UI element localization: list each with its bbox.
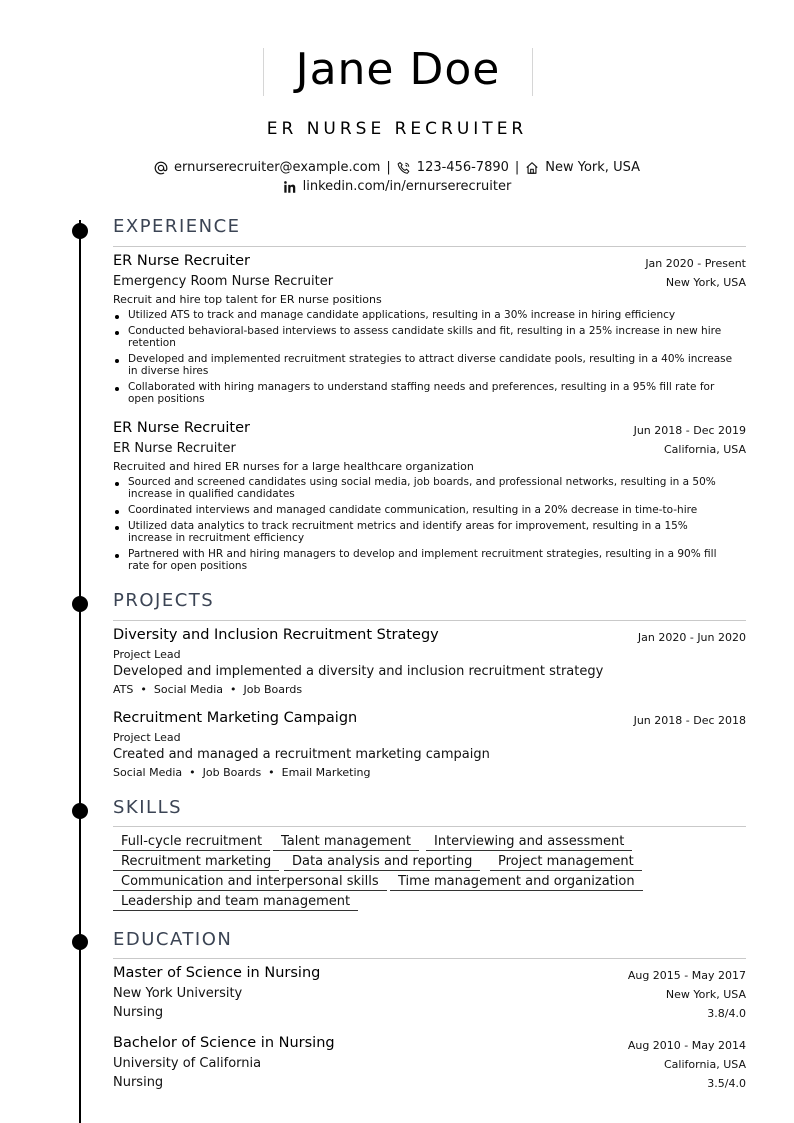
list-item: Conducted behavioral-based interviews to assess candidate skills and fit, resulting in a 25% increase in new hire retention [113,325,733,349]
job-title: ER NURSE RECRUITER [266,119,528,139]
skill-tag: Recruitment marketing [113,854,279,871]
skill-tag: Communication and interpersonal skills [113,874,387,891]
field-of-study: Nursing [113,1075,164,1090]
tag: ATS [113,683,134,696]
project-name: Recruitment Marketing Campaign [113,710,358,726]
email-link[interactable]: ernurserecruiter@example.com [174,160,381,175]
list-item: Partnered with HR and hiring managers to develop and implement recruitment strategies, resulting in a 90% fill rate for open positions [113,548,733,572]
location-text: New York, USA [665,988,746,1001]
location-text: California, USA [664,1058,746,1071]
date-range: Jan 2020 - Jun 2020 [637,631,746,644]
skill-tag: Time management and organization [390,874,643,891]
skill-tag: Full-cycle recruitment [113,834,270,851]
date-range: Jun 2018 - Dec 2018 [633,714,746,727]
role-title: ER Nurse Recruiter [113,441,236,456]
project-description: Developed and implemented a diversity and inclusion recruitment strategy [113,664,604,679]
contact-line [0,160,794,175]
tag: Email Marketing [281,766,371,779]
project-description: Created and managed a recruitment marketing campaign [113,747,490,762]
date-range: Jun 2018 - Dec 2019 [633,424,746,437]
experience-summary: Recruit and hire top talent for ER nurse positions [113,293,382,306]
linkedin-line [0,179,794,194]
project-role: Project Lead [113,731,181,744]
experience-bullets [113,309,733,409]
location-text: New York, USA [665,276,746,289]
timeline-dot [72,223,88,239]
date-range: Aug 2015 - May 2017 [627,969,746,982]
skill-tag: Project management [490,854,642,871]
section-divider [113,958,746,959]
school-name: University of California [113,1056,262,1071]
section-title-education: EDUCATION [113,929,233,950]
location-text: California, USA [664,443,746,456]
linkedin-icon [283,180,297,194]
gpa: 3.5/4.0 [707,1077,746,1090]
degree-name: Master of Science in Nursing [113,965,321,981]
at-icon [154,161,168,175]
location-text: New York, USA [545,160,640,175]
skill-tag: Leadership and team management [113,894,358,911]
phone-icon [397,161,411,175]
skill-tag: Data analysis and reporting [284,854,480,871]
role-title: Emergency Room Nurse Recruiter [113,274,334,289]
phone-number[interactable]: 123-456-7890 [416,160,509,175]
section-title-experience: EXPERIENCE [113,216,241,237]
date-range: Jan 2020 - Present [645,257,746,270]
company-name: ER Nurse Recruiter [113,420,250,436]
contact-separator: | [386,160,391,175]
company-name: ER Nurse Recruiter [113,253,250,269]
project-name: Diversity and Inclusion Recruitment Strategy [113,627,439,643]
linkedin-link[interactable]: linkedin.com/in/ernurserecruiter [302,179,512,194]
project-tags: Social Media • Job Boards • Email Marketing [113,766,371,779]
name-frame [263,44,533,96]
field-of-study: Nursing [113,1005,164,1020]
list-item: Sourced and screened candidates using social media, job boards, and professional networks, resulting in a 50% increase in qualified candidates [113,476,733,500]
timeline-dot [72,596,88,612]
list-item: Developed and implemented recruitment strategies to attract diverse candidate pools, resulting in a 40% increase in diverse hires [113,353,733,377]
section-title-skills: SKILLS [113,797,183,818]
contact-separator: | [514,160,520,175]
section-divider [113,620,746,621]
date-range: Aug 2010 - May 2014 [627,1039,746,1052]
timeline-dot [72,803,88,819]
skill-tag: Interviewing and assessment [426,834,632,851]
tag: Social Media [153,683,224,696]
section-divider [113,246,746,247]
list-item: Coordinated interviews and managed candidate communication, resulting in a 20% decrease in time-to-hire [113,504,733,516]
list-item: Utilized ATS to track and manage candidate applications, resulting in a 30% increase in hiring efficiency [113,309,733,321]
school-name: New York University [113,986,243,1001]
section-divider [113,826,746,827]
experience-bullets [113,476,733,576]
candidate-name: Jane Doe [295,44,501,95]
project-tags: ATS • Social Media • Job Boards [113,683,303,696]
tag: Job Boards [243,683,303,696]
skill-tag: Talent management [273,834,419,851]
home-icon [525,161,539,175]
tag: Social Media [113,766,183,779]
timeline-line [79,220,81,1123]
degree-name: Bachelor of Science in Nursing [113,1035,335,1051]
list-item: Utilized data analytics to track recruitment metrics and identify areas for improvement, resulting in a 15% increase in recruitment efficiency [113,520,733,544]
project-role: Project Lead [113,648,181,661]
section-title-projects: PROJECTS [113,590,215,611]
gpa: 3.8/4.0 [707,1007,746,1020]
timeline-dot [72,934,88,950]
list-item: Collaborated with hiring managers to understand staffing needs and preferences, resulting in a 95% fill rate for open positions [113,381,733,405]
experience-summary: Recruited and hired ER nurses for a large healthcare organization [113,460,474,473]
tag: Job Boards [202,766,262,779]
